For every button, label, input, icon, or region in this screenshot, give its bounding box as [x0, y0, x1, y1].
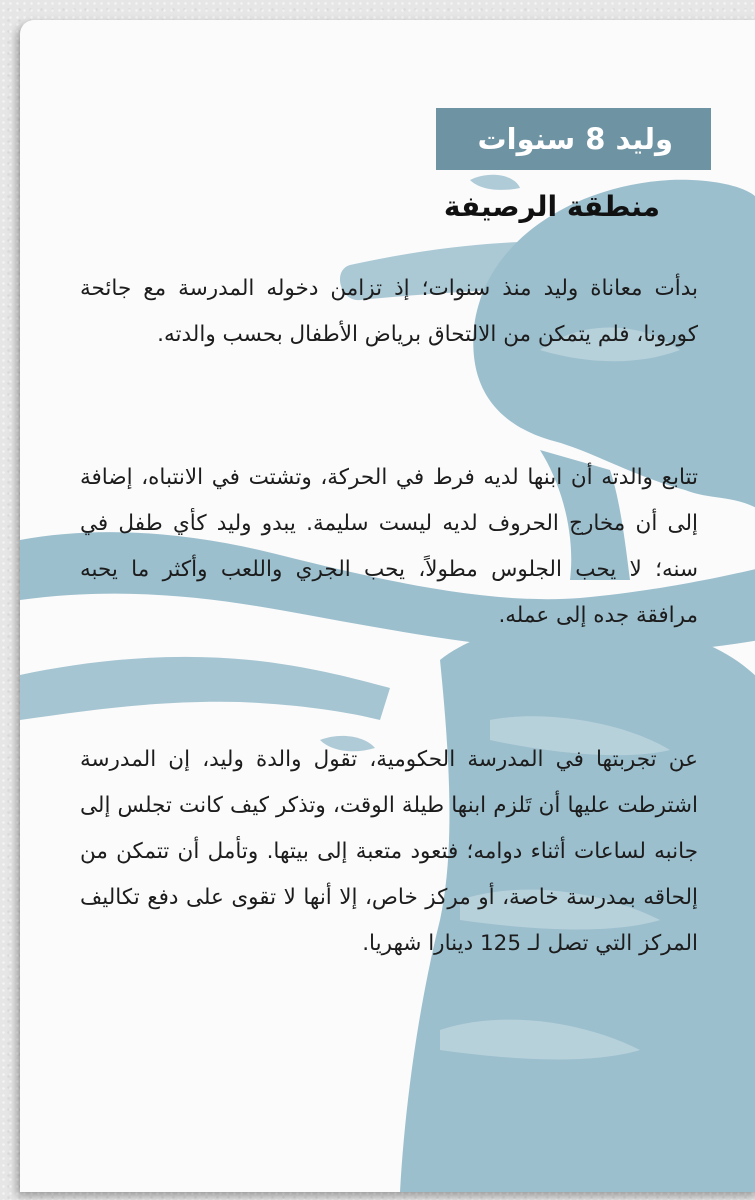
- location-subtitle: منطقة الرصيفة: [443, 190, 660, 223]
- story-paragraph-1: بدأت معاناة وليد منذ سنوات؛ إذ تزامن دخوله المدرسة مع جائحة كورونا، فلم يتمكن من الالتحاق برياض الأطفال بحسب والدته.: [80, 276, 698, 347]
- story-card: [20, 20, 755, 1192]
- story-paragraph-3: عن تجربتها في المدرسة الحكومية، تقول والدة وليد، إن المدرسة اشترطت عليها أن تَلزم ابنها طيلة الوقت، وتذكر كيف كانت تجلس إلى جانبه لساعات أثناء دوامه؛ فتعود متعبة إلى بيتها. وتأمل أن تتمكن من إلحاقه بمدرسة خاصة، أو مركز خاص، إلا أنها لا تقوى على دفع تكاليف المركز التي تصل لـ 125 دينارا شهريا.: [80, 747, 698, 956]
- story-title: وليد 8 سنوات: [477, 122, 673, 156]
- story-paragraph-2: تتابع والدته أن ابنها لديه فرط في الحركة، وتشتت في الانتباه، إضافة إلى أن مخارج الحروف لديه ليست سليمة. يبدو وليد كأي طفل في سنه؛ لا يحب الجلوس مطولاً، يحب الجري واللعب وأكثر ما يحبه مرافقة جده إلى عمله.: [80, 465, 698, 628]
- story-title-badge: [436, 108, 711, 170]
